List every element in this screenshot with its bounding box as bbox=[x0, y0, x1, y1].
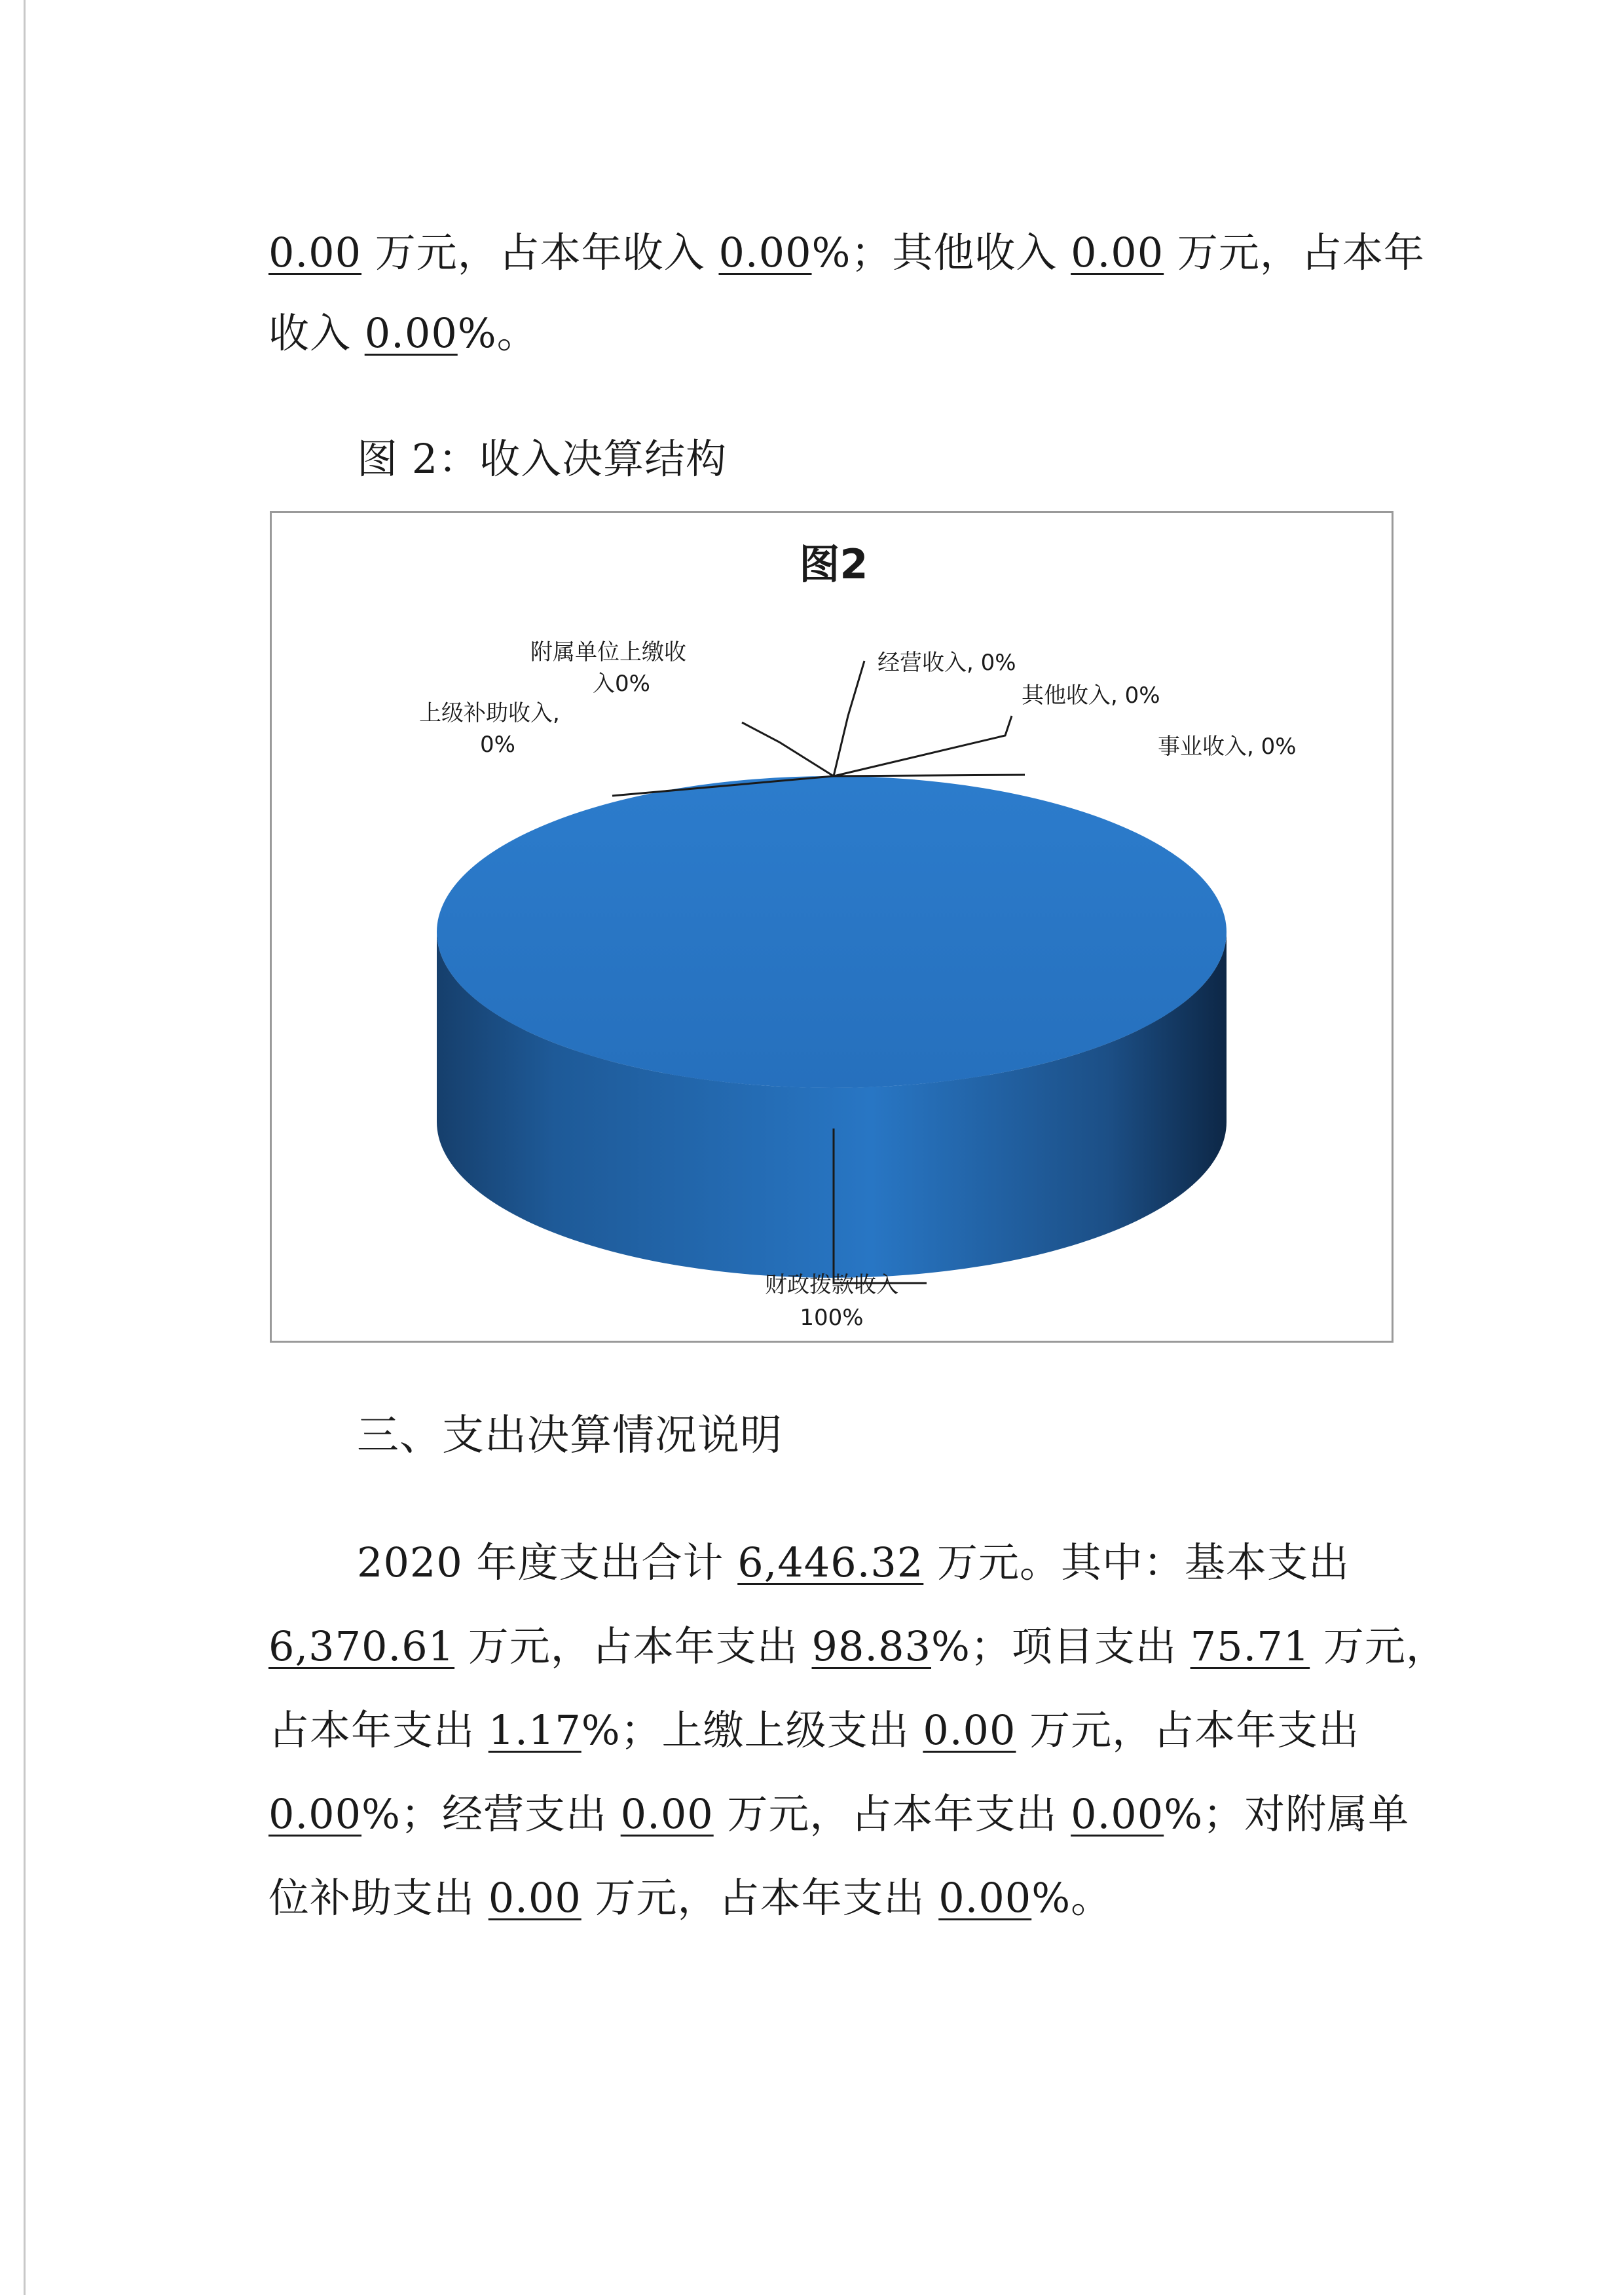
paragraph-line bbox=[268, 229, 1425, 276]
text-run: %。 bbox=[457, 309, 538, 357]
chart-title: 图2 bbox=[799, 540, 868, 588]
label-fushu-line2: 入0% bbox=[593, 671, 650, 697]
value-underlined: 0.00 bbox=[923, 1706, 1016, 1754]
text-run: 万元，占本年支出 bbox=[1016, 1706, 1360, 1754]
text-run: %；项目支出 bbox=[931, 1622, 1190, 1670]
pie-slice-caizheng bbox=[437, 776, 1227, 1088]
label-shangji-line1: 上级补助收入, bbox=[419, 700, 560, 726]
label-fushu-line1: 附属单位上缴收 bbox=[530, 639, 686, 665]
paragraph-line bbox=[357, 1539, 1350, 1586]
label-shangji-line2: 0% bbox=[480, 732, 515, 758]
value-underlined: 0.00 bbox=[938, 1874, 1032, 1922]
paragraph-line bbox=[268, 1622, 1447, 1670]
value-underlined: 75.71 bbox=[1190, 1622, 1310, 1670]
value-underlined: 0.00 bbox=[488, 1874, 581, 1922]
value-underlined: 0.00 bbox=[268, 1790, 362, 1838]
text-run: 万元，占本年支出 bbox=[454, 1622, 812, 1670]
paragraph-line bbox=[268, 1874, 1113, 1922]
text-run: 万元。其中：基本支出 bbox=[923, 1539, 1350, 1586]
value-underlined: 0.00 bbox=[364, 309, 458, 357]
value-underlined: 0.00 bbox=[1071, 229, 1164, 276]
paragraph-line bbox=[268, 1706, 1360, 1754]
text-run: 万元，占本年 bbox=[1164, 229, 1425, 276]
paragraph-line bbox=[268, 1790, 1410, 1838]
text-run: 万元，占本年收入 bbox=[361, 229, 719, 276]
text-run: 收入 bbox=[268, 309, 365, 357]
value-underlined: 0.00 bbox=[718, 229, 812, 276]
label-caizheng-line1: 财政拨款收入 bbox=[765, 1272, 898, 1298]
figure-caption: 图 2：收入决算结构 bbox=[357, 435, 728, 483]
value-underlined: 6,446.32 bbox=[737, 1539, 924, 1586]
paragraph-line bbox=[268, 309, 538, 357]
label-jingying: 经营收入, 0% bbox=[877, 650, 1016, 676]
text-run: 万元，占本年支出 bbox=[581, 1874, 939, 1922]
scan-edge-line bbox=[24, 0, 26, 2295]
value-underlined: 0.00 bbox=[268, 229, 362, 276]
pie-chart-frame bbox=[270, 511, 1393, 1343]
label-shiye: 事业收入, 0% bbox=[1158, 734, 1297, 760]
text-run: %；经营支出 bbox=[361, 1790, 621, 1838]
label-caizheng-line2: 100% bbox=[800, 1305, 864, 1331]
text-run: %。 bbox=[1031, 1874, 1113, 1922]
text-run: %；其他收入 bbox=[811, 229, 1071, 276]
value-underlined: 0.00 bbox=[620, 1790, 714, 1838]
text-run: 占本年支出 bbox=[268, 1706, 489, 1754]
value-underlined: 0.00 bbox=[1071, 1790, 1164, 1838]
text-run: 万元， bbox=[1310, 1622, 1447, 1670]
label-qita: 其他收入, 0% bbox=[1022, 682, 1160, 709]
text-run: 2020 年度支出合计 bbox=[357, 1539, 738, 1586]
text-run: 位补助支出 bbox=[268, 1874, 489, 1922]
pie-chart bbox=[272, 513, 1392, 1341]
text-run: 万元，占本年支出 bbox=[713, 1790, 1071, 1838]
value-underlined: 6,370.61 bbox=[268, 1622, 455, 1670]
text-run: %；对附属单 bbox=[1164, 1790, 1410, 1838]
value-underlined: 98.83 bbox=[811, 1622, 932, 1670]
section-heading: 三、支出决算情况说明 bbox=[357, 1411, 783, 1460]
text-run: %；上缴上级支出 bbox=[581, 1706, 923, 1754]
value-underlined: 1.17 bbox=[488, 1706, 581, 1754]
